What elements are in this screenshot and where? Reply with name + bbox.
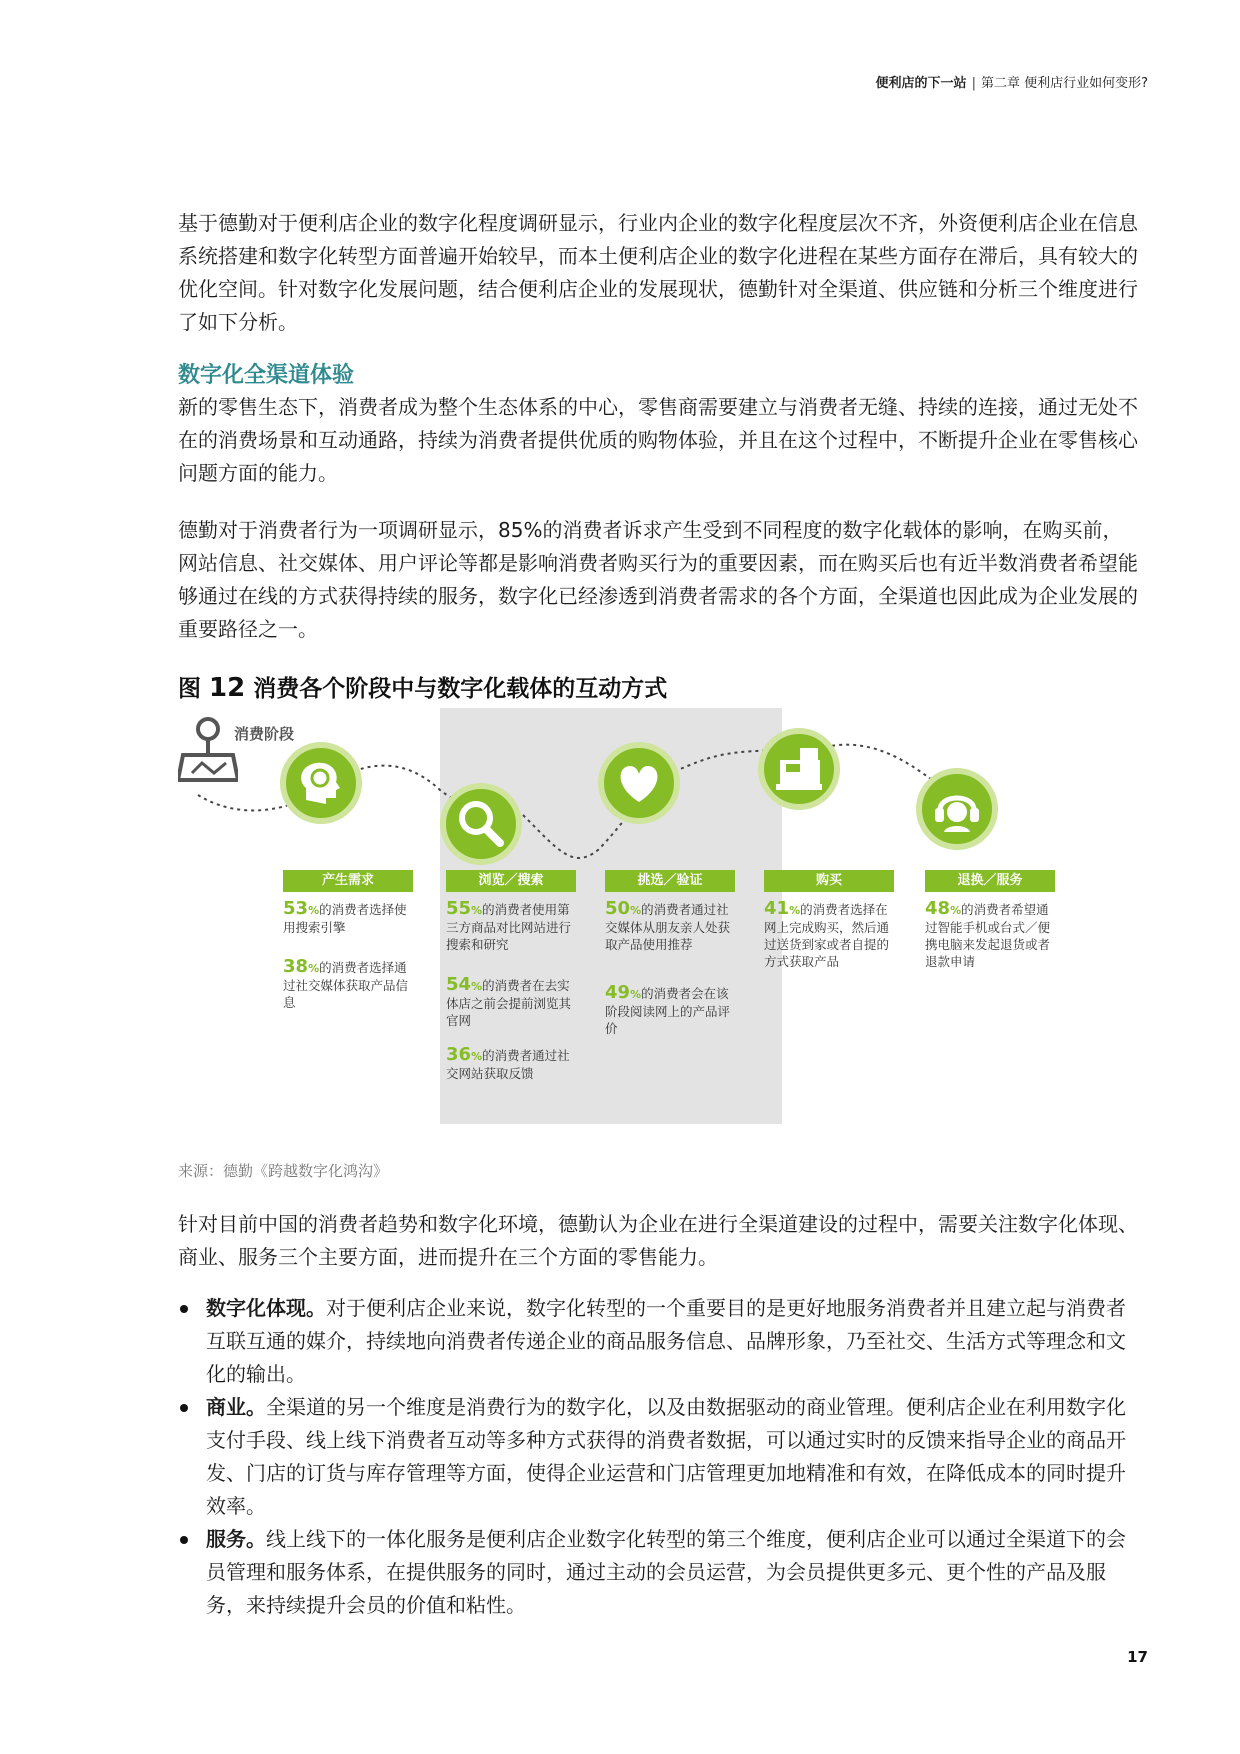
header-separator: | [971, 76, 976, 91]
figure-label: 图 [178, 676, 201, 702]
bullet-dot [180, 1305, 188, 1313]
bullet-lead: 数字化体现。 [206, 1296, 326, 1320]
stat-item: 49%的消费者会在该阶段阅读网上的产品评价 [605, 982, 731, 1036]
bullet-dot [180, 1536, 188, 1544]
stage-label: 消费阶段 [234, 725, 295, 743]
bullet-text: 全渠道的另一个维度是消费行为的数字化，以及由数据驱动的商业管理。便利店企业在利用数字化支付手段、线上线下消费者互动等多种方式获得的消费者数据，可以通过实时的反馈来指导企业的商品开发、门店的订货与库存管理等方面，使得企业运营和门店管理更加地精准和有效，在降低成本的同时提升效率。 [206, 1395, 1126, 1518]
bullet-list [178, 1292, 1138, 1622]
stat-item: 36%的消费者通过社交网站获取反馈 [446, 1044, 570, 1081]
book-title: 便利店的下一站 [875, 76, 967, 91]
stat-item: 41%的消费者选择在网上完成购买，然后通过送货到家或者自提的方式获取产品 [764, 898, 890, 969]
conclusion-paragraph: 针对目前中国的消费者趋势和数字化环境，德勤认为企业在进行全渠道建设的过程中，需要关注数字化体现、商业、服务三个主要方面，进而提升在三个方面的零售能力。 [178, 1212, 1138, 1269]
stage-tag: 浏览／搜索 [446, 870, 576, 892]
brain-head-icon [280, 742, 362, 824]
bullet-lead: 服务。 [206, 1527, 266, 1551]
heart-icon [598, 742, 680, 824]
chapter-title: 第二章 便利店行业如何变形? [980, 76, 1148, 91]
stage-tag: 购买 [764, 870, 894, 892]
list-item [178, 1523, 1138, 1622]
bullet-text: 对于便利店企业来说，数字化转型的一个重要目的是更好地服务消费者并且建立起与消费者互联互通的媒介，持续地向消费者传递企业的商品服务信息、品牌形象，乃至社交、生活方式等理念和文化的输出。 [206, 1296, 1126, 1386]
list-item [178, 1292, 1138, 1391]
stat-item: 48%的消费者希望通过智能手机或台式／便携电脑来发起退货或者退款申请 [925, 898, 1051, 969]
figure-number: 12 [209, 673, 246, 703]
cash-register-icon [758, 728, 840, 810]
intro-paragraph: 基于德勤对于便利店企业的数字化程度调研显示，行业内企业的数字化程度层次不齐，外资便利店企业在信息系统搭建和数字化转型方面普遍开始较早，而本土便利店企业的数字化进程在某些方面存在滞后，具有较大的优化空间。针对数字化发展问题，结合便利店企业的发展现状，德勤针对全渠道、供应链和分析三个维度进行了如下分析。 [178, 211, 1138, 334]
list-item [178, 1391, 1138, 1523]
figure-caption: 消费各个阶段中与数字化载体的互动方式 [253, 676, 668, 702]
stat-item: 50%的消费者通过社交媒体从朋友亲人处获取产品使用推荐 [605, 898, 731, 952]
stage-tag: 产生需求 [283, 870, 413, 892]
stat-item: 38%的消费者选择通过社交媒体获取产品信息 [283, 956, 409, 1010]
stat-item: 54%的消费者在去实体店之前会提前浏览其官网 [446, 974, 572, 1028]
running-header [876, 72, 1148, 91]
section-heading: 数字化全渠道体验 [178, 363, 355, 388]
headset-icon [916, 768, 998, 850]
stage-tag: 挑选／验证 [605, 870, 735, 892]
stage-tag: 退换／服务 [925, 870, 1055, 892]
stat-item: 53%的消费者选择使用搜索引擎 [283, 898, 407, 935]
page-number: 17 [1127, 1648, 1148, 1666]
magnifier-icon [440, 783, 522, 865]
bullet-text: 线上线下的一体化服务是便利店企业数字化转型的第三个维度，便利店企业可以通过全渠道下的会员管理和服务体系，在提供服务的同时，通过主动的会员运营，为会员提供更多元、更个性的产品及服务，来持续提升会员的价值和粘性。 [206, 1527, 1126, 1617]
consumer-stage-figure [178, 700, 1118, 1130]
stat-item: 55%的消费者使用第三方商品对比网站进行搜索和研究 [446, 898, 572, 952]
figure-source: 来源：德勤《跨越数字化鸿沟》 [178, 1162, 389, 1180]
figure-title [178, 670, 667, 703]
bullet-lead: 商业。 [206, 1395, 266, 1419]
section-paragraph-1: 新的零售生态下，消费者成为整个生态体系的中心，零售商需要建立与消费者无缝、持续的连接，通过无处不在的消费场景和互动通路，持续为消费者提供优质的购物体验，并且在这个过程中，不断提升企业在零售核心问题方面的能力。 [178, 395, 1138, 485]
section-paragraph-2: 德勤对于消费者行为一项调研显示，85%的消费者诉求产生受到不同程度的数字化载体的影响，在购买前，网站信息、社交媒体、用户评论等都是影响消费者购买行为的重要因素，而在购买后也有近半数消费者希望能够通过在线的方式获得持续的服务，数字化已经渗透到消费者需求的各个方面，全渠道也因此成为企业发展的重要路径之一。 [178, 518, 1138, 641]
bullet-dot [180, 1404, 188, 1412]
map-pin-icon [178, 715, 238, 785]
